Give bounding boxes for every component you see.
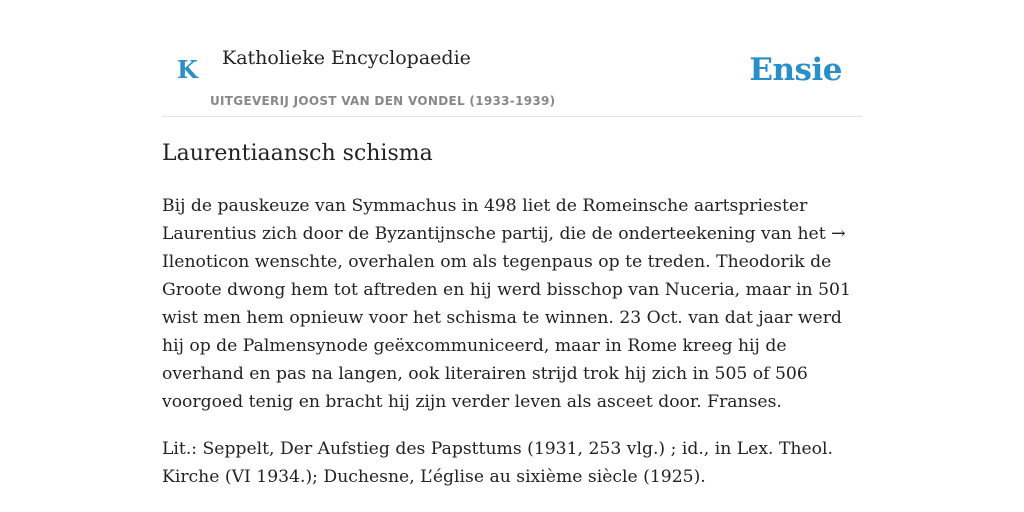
publisher-label: UITGEVERIJ JOOST VAN DEN VONDEL (1933-1939): [210, 94, 556, 108]
cross-reference-arrow-link[interactable]: →: [831, 224, 846, 244]
site-header: [162, 0, 862, 117]
page-title: Laurentiaansch schisma: [162, 141, 433, 166]
brand-logo[interactable]: Ensie: [749, 52, 842, 88]
article-body-part1: Bij de pauskeuze van Symmachus in 498 liet de Romeinsche aartspriester Laurentius zich door de Byzantijnsche partij, die de onderteekening van het: [162, 196, 832, 244]
article-content: [162, 192, 862, 510]
literature-reference: Lit.: Seppelt, Der Aufstieg des Papsttums (1931, 253 vlg.) ; id., in Lex. Theol. Kirche (VI 1934.); Duchesne, L’église au sixième siècle (1925).: [162, 439, 833, 487]
logo-k[interactable]: K: [177, 55, 198, 84]
article-body: [162, 192, 862, 416]
article-body-part2: Ilenoticon wenschte, overhalen om als tegenpaus op te treden. Theodorik de Groote dwong hem tot aftreden en hij werd bisschop van Nuceria, maar in 501 wist men hem opnieuw voor het schisma te winnen. 23 Oct. van dat jaar werd hij op de Palmensynode geëxcommuniceerd, maar in Rome kreeg hij de overhand en pas na langen, ook literairen strijd trok hij zich in 505 of 506 voorgoed tenig en bracht hij zijn verder leven als asceet door. Franses.: [162, 252, 851, 412]
site-title[interactable]: Katholieke Encyclopaedie: [222, 47, 471, 69]
